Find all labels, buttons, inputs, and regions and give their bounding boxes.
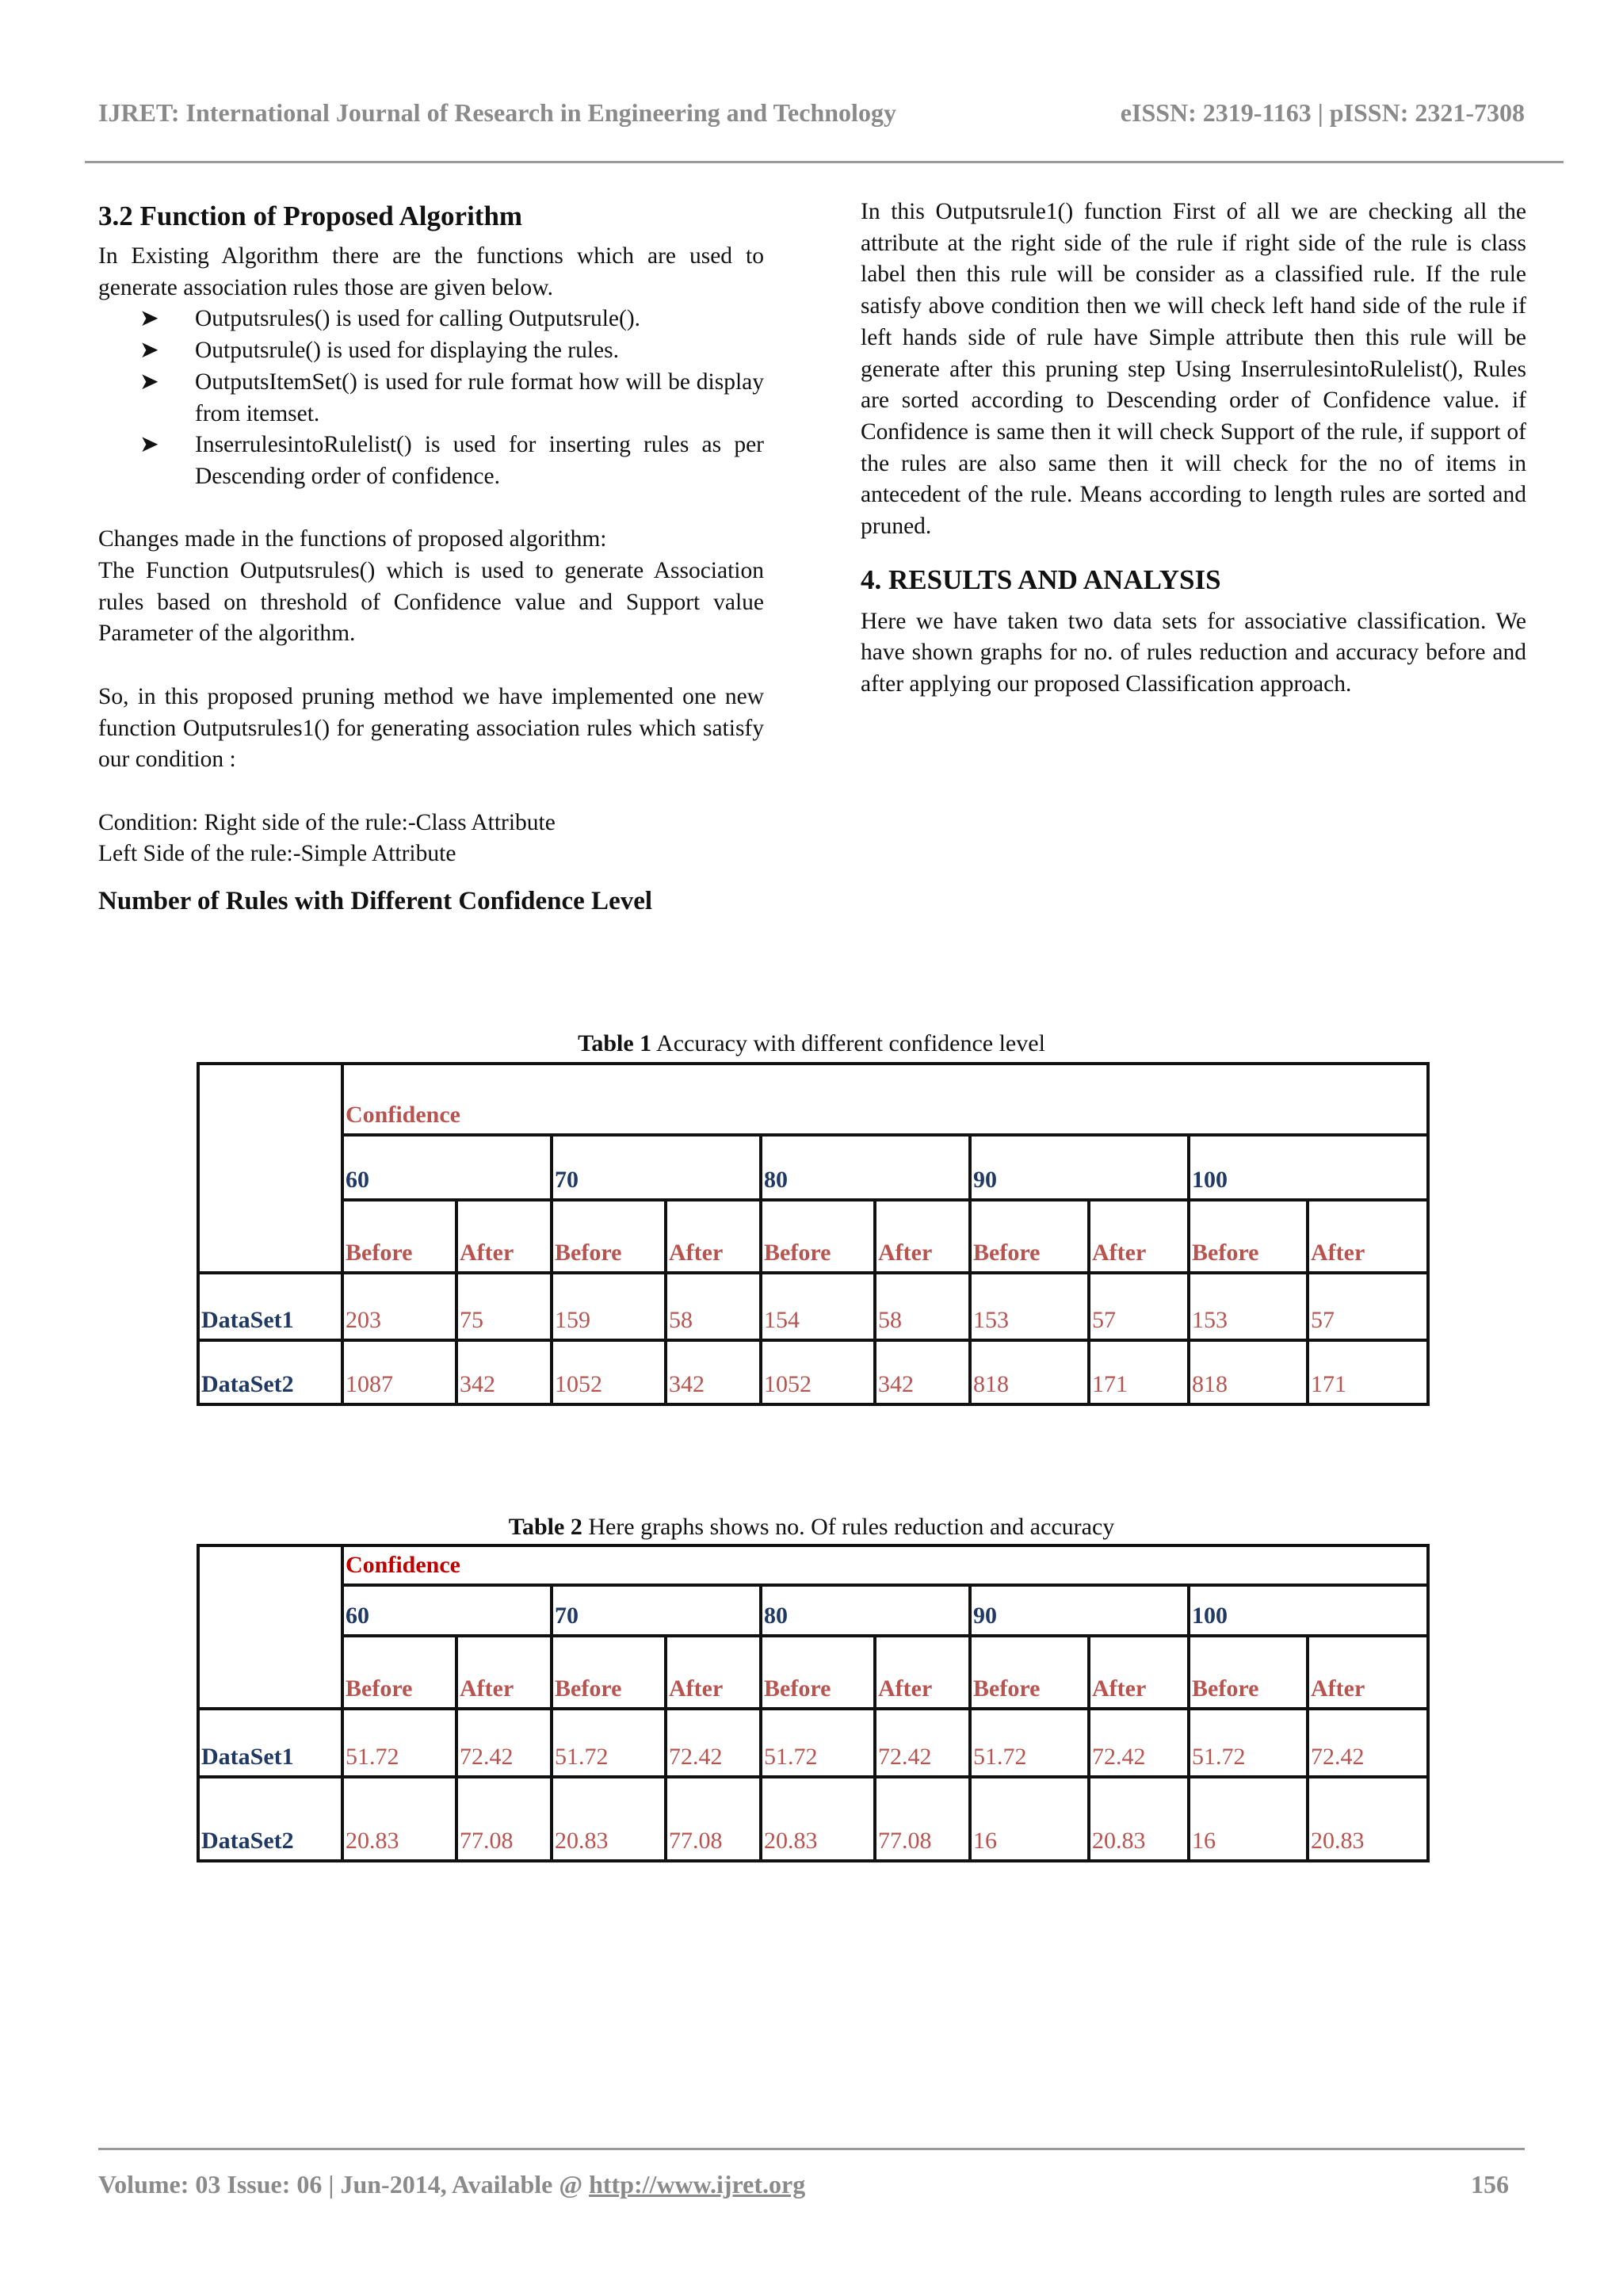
table2-cell: 20.83 [1308, 1777, 1428, 1861]
table2-cell: 72.42 [1308, 1709, 1428, 1777]
changes-line: Changes made in the functions of proposed algorithm: [98, 526, 607, 552]
condition-left: Left Side of the rule:-Simple Attribute [98, 841, 456, 867]
results-paragraph: Here we have taken two data sets for associative classification. We have shown graphs for no. of rules reduction and accuracy before and after applying our proposed Classification approach. [861, 608, 1526, 697]
table2-cell: 20.83 [342, 1777, 456, 1861]
table2-cell: 20.83 [552, 1777, 666, 1861]
table1-cell: 1052 [761, 1340, 875, 1404]
table2-level: 60 [342, 1585, 552, 1636]
table1-before-header: Before [970, 1200, 1089, 1273]
table2-before-header: Before [552, 1636, 666, 1709]
table2-cell: 77.08 [666, 1777, 761, 1861]
table1-cell: 159 [552, 1273, 666, 1340]
table2-level: 100 [1189, 1585, 1428, 1636]
table1-cell: 342 [456, 1340, 552, 1404]
right-column [861, 197, 1526, 701]
table1-after-header: After [875, 1200, 970, 1273]
table1-before-header: Before [1189, 1200, 1308, 1273]
issn: eISSN: 2319-1163 | pISSN: 2321-7308 [1120, 98, 1525, 127]
table1-confidence-header: Confidence [342, 1064, 1428, 1135]
table2-cell: 51.72 [970, 1709, 1089, 1777]
table2-cell: 51.72 [342, 1709, 456, 1777]
table2-after-header: After [666, 1636, 761, 1709]
table1-cell: 57 [1089, 1273, 1189, 1340]
table2-confidence-header: Confidence [342, 1545, 1428, 1585]
table1-cell: 818 [970, 1340, 1089, 1404]
table1-cell: 171 [1308, 1340, 1428, 1404]
list-item: ➤ Outputsrules() is used for calling Outputsrule(). [98, 304, 764, 335]
changes-paragraph: The Function Outputsrules() which is used to generate Association rules based on threshold of Confidence value and Support value Parameter of the algorithm. [98, 558, 764, 647]
table2-cell: 72.42 [875, 1709, 970, 1777]
table1-after-header: After [1089, 1200, 1189, 1273]
footer-divider [98, 2148, 1525, 2150]
table1-cell: 58 [666, 1273, 761, 1340]
table1-level: 60 [342, 1135, 552, 1200]
arrow-bullet-icon: ➤ [139, 432, 159, 458]
table-row [198, 1777, 1428, 1861]
intro-paragraph: In Existing Algorithm there are the functions which are used to generate association rules those are given below. [98, 243, 764, 300]
table1-cell: 57 [1308, 1273, 1428, 1340]
list-item: ➤ OutputsItemSet() is used for rule format how will be display from itemset. [98, 367, 764, 430]
table1-caption: Table 1 Accuracy with different confidence level [578, 1030, 1045, 1056]
list-item: ➤ Outputsrule() is used for displaying the rules. [98, 335, 764, 367]
table1-before-header: Before [761, 1200, 875, 1273]
table1-cell: 342 [666, 1340, 761, 1404]
outputsrule1-paragraph: In this Outputsrule1() function First of all we are checking all the attribute at the right side of the rule if right side of the rule is class label then this rule will be consider as a classified rule. If the rule satisfy above condition then we will check left hand side of the rule if left hands side of rule have Simple attribute then this rule will be generate after this pruning step Using InserrulesintoRulelist(), Rules are sorted according to Descending order of Confidence value. if Confidence is same then it will check Support of the rule, if support of the rules are also same then it will check for the no of items in antecedent of the rule. Means according to length rules are sorted and pruned. [861, 199, 1526, 540]
section-heading-4: 4. RESULTS AND ANALYSIS [861, 563, 1221, 595]
table2-caption: Table 2 Here graphs shows no. Of rules reduction and accuracy [508, 1514, 1115, 1540]
table-row [198, 1709, 1428, 1777]
running-header [98, 98, 1525, 128]
table2-before-header: Before [761, 1636, 875, 1709]
left-column [98, 197, 764, 921]
table1-cell: 154 [761, 1273, 875, 1340]
table1-before-header: Before [552, 1200, 666, 1273]
table1-after-header: After [666, 1200, 761, 1273]
header-divider [85, 161, 1564, 163]
subheading-rules: Number of Rules with Different Confidence Level [98, 887, 653, 916]
table2-before-header: Before [342, 1636, 456, 1709]
table2 [197, 1544, 1430, 1862]
table2-row-label: DataSet2 [198, 1777, 342, 1861]
table2-after-header: After [1308, 1636, 1428, 1709]
table1-cell: 1052 [552, 1340, 666, 1404]
table1-cell: 58 [875, 1273, 970, 1340]
table1-level: 100 [1189, 1135, 1428, 1200]
table2-cell: 51.72 [761, 1709, 875, 1777]
table1-corner-cell [198, 1064, 342, 1273]
table1-level: 70 [552, 1135, 761, 1200]
table2-before-header: Before [970, 1636, 1089, 1709]
journal-title: IJRET: International Journal of Research in Engineering and Technology [98, 98, 896, 127]
table2-cell: 51.72 [1189, 1709, 1308, 1777]
table2-level: 70 [552, 1585, 761, 1636]
arrow-bullet-icon: ➤ [139, 338, 159, 364]
table2-cell: 16 [1189, 1777, 1308, 1861]
journal-link[interactable]: http://www.ijret.org [589, 2170, 806, 2199]
table1-after-header: After [456, 1200, 552, 1273]
table2-level: 90 [970, 1585, 1189, 1636]
condition-right: Condition: Right side of the rule:-Class Attribute [98, 809, 556, 835]
table2-after-header: After [456, 1636, 552, 1709]
table2-cell: 72.42 [456, 1709, 552, 1777]
table1-cell: 153 [970, 1273, 1089, 1340]
table1-cell: 203 [342, 1273, 456, 1340]
table1-after-header: After [1308, 1200, 1428, 1273]
table1-row-label: DataSet2 [198, 1340, 342, 1404]
table-row [198, 1340, 1428, 1404]
running-footer [98, 2170, 1509, 2199]
list-item: ➤ InserrulesintoRulelist() is used for inserting rules as per Descending order of confidence. [98, 430, 764, 492]
page-number: 156 [1471, 2170, 1509, 2199]
table2-after-header: After [1089, 1636, 1189, 1709]
table1-cell: 818 [1189, 1340, 1308, 1404]
table2-after-header: After [875, 1636, 970, 1709]
table2-cell: 77.08 [456, 1777, 552, 1861]
table1-cell: 1087 [342, 1340, 456, 1404]
table-row [198, 1273, 1428, 1340]
proposed-paragraph: So, in this proposed pruning method we have implemented one new function Outputsrules1() for generating association rules which satisfy our condition : [98, 683, 764, 773]
table2-corner-cell [198, 1545, 342, 1709]
table2-cell: 20.83 [761, 1777, 875, 1861]
table1-level: 80 [761, 1135, 970, 1200]
table1-cell: 75 [456, 1273, 552, 1340]
table2-level: 80 [761, 1585, 970, 1636]
table1-row-label: DataSet1 [198, 1273, 342, 1340]
section-heading-3-2: 3.2 Function of Proposed Algorithm [98, 201, 523, 231]
arrow-bullet-icon: ➤ [139, 306, 159, 332]
table2-cell: 72.42 [666, 1709, 761, 1777]
footer-volume: Volume: 03 Issue: 06 | Jun-2014, Available @ http://www.ijret.org [98, 2170, 806, 2199]
table1 [197, 1062, 1430, 1406]
table1-cell: 342 [875, 1340, 970, 1404]
function-list [98, 304, 764, 492]
table2-cell: 72.42 [1089, 1709, 1189, 1777]
table1-cell: 171 [1089, 1340, 1189, 1404]
table2-row-label: DataSet1 [198, 1709, 342, 1777]
table2-cell: 51.72 [552, 1709, 666, 1777]
table2-cell: 77.08 [875, 1777, 970, 1861]
table1-before-header: Before [342, 1200, 456, 1273]
table2-before-header: Before [1189, 1636, 1308, 1709]
table1-level: 90 [970, 1135, 1189, 1200]
table2-cell: 16 [970, 1777, 1089, 1861]
arrow-bullet-icon: ➤ [139, 369, 159, 395]
table2-cell: 20.83 [1089, 1777, 1189, 1861]
table1-cell: 153 [1189, 1273, 1308, 1340]
